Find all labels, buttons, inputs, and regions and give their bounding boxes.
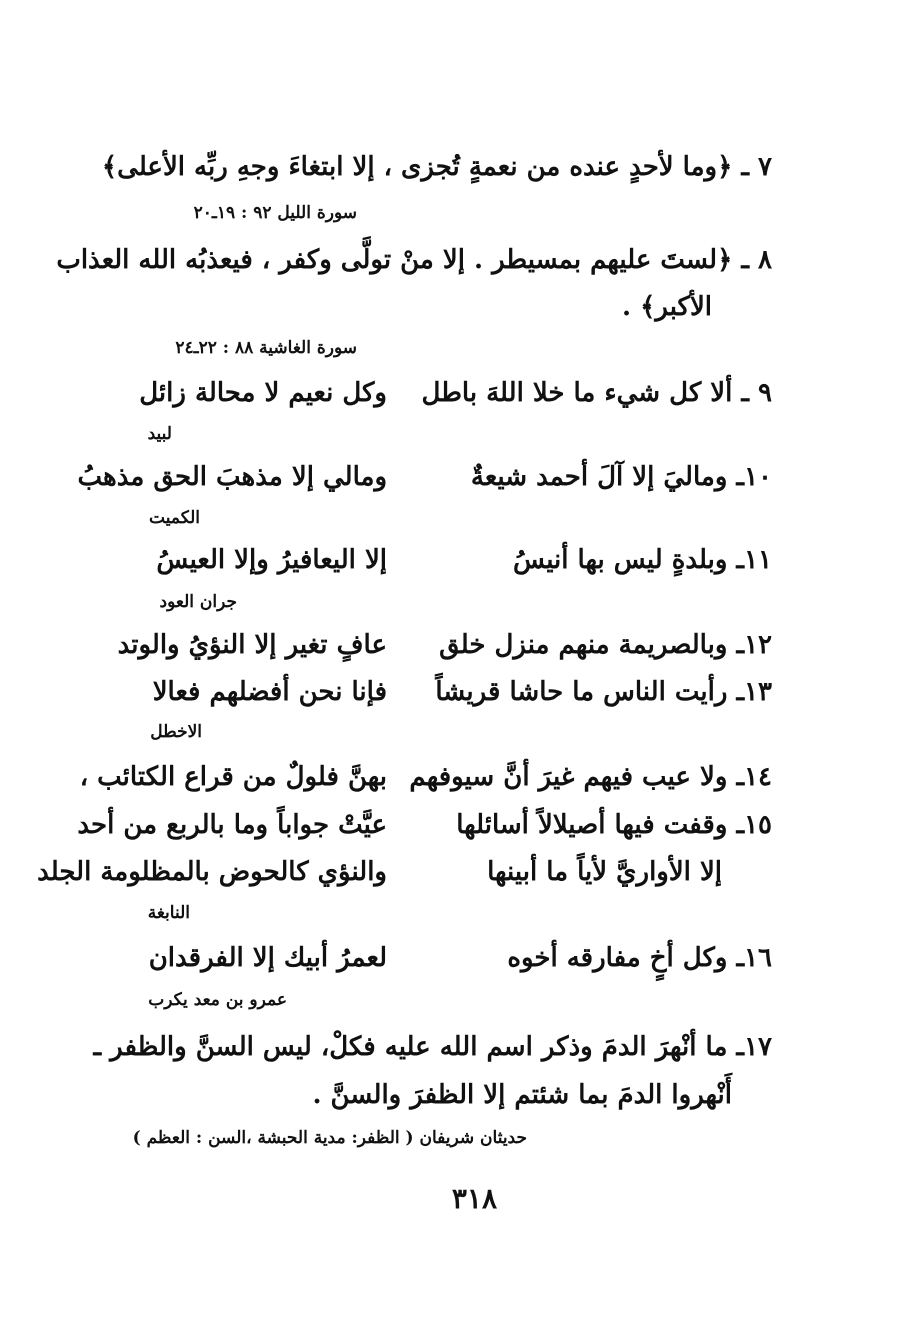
item-11-poet: جران العود	[159, 592, 237, 612]
item-15-verse-4: والنؤي كالحوض بالمظلومة الجلد	[37, 857, 387, 887]
item-10-verse-2: ومالي إلا مذهبَ الحق مذهبُ	[77, 462, 387, 492]
item-10-poet: الكميت	[149, 508, 200, 528]
item-10-verse-1: ١٠ـ وماليَ إلا آلَ أحمد شيعةٌ	[470, 462, 772, 492]
item-7-source: سورة الليل ٩٢ : ١٩ـ٢٠	[193, 203, 357, 223]
item-16-verse-1: ١٦ـ وكل أخٍ مفارقه أخوه	[507, 943, 772, 973]
item-15-verse-3: إلا الأواريَّ لأياً ما أبينها	[487, 857, 722, 887]
item-17-line-1: ١٧ـ ما أنْهرَ الدمَ وذكر اسم الله عليه فكلْ، ليس السنَّ والظفر ـ	[93, 1032, 772, 1062]
item-9-verse-1: ٩ ـ ألا كل شيء ما خلا اللهَ باطل	[421, 378, 772, 408]
item-12-verse-1: ١٢ـ وبالصريمة منهم منزل خلق	[439, 630, 772, 660]
item-9-verse-2: وكل نعيم لا محالة زائل	[139, 378, 387, 408]
item-11-verse-1: ١١ـ وبلدةٍ ليس بها أنيسُ	[513, 545, 772, 575]
item-13-verse-1: ١٣ـ رأيت الناس ما حاشا قريشاً	[435, 677, 772, 707]
item-15-poet: النابغة	[147, 903, 190, 923]
item-8-source: سورة الغاشية ٨٨ : ٢٢ـ٢٤	[175, 338, 357, 358]
item-13-verse-2: فإنا نحن أفضلهم فعالا	[152, 677, 387, 707]
item-14-verse-1: ١٤ـ ولا عيب فيهم غيرَ أنَّ سيوفهم	[409, 762, 772, 792]
item-16-verse-2: لعمرُ أبيك إلا الفرقدان	[148, 943, 387, 973]
item-17-line-2: أَنْهروا الدمَ بما شئتم إلا الظفرَ والسنَّ .	[312, 1080, 732, 1110]
item-16-poet: عمرو بن معد يكرب	[148, 990, 287, 1010]
item-14-verse-2: بهنَّ فلولٌ من قراع الكتائب ،	[79, 762, 387, 792]
item-12-verse-2: عافٍ تغير إلا النؤيُ والوتد	[117, 630, 387, 660]
item-7-text: ٧ ـ ﴿وما لأحدٍ عنده من نعمةٍ تُجزى ، إلا ابتغاءَ وجهِ ربِّه الأعلى﴾	[101, 152, 772, 182]
item-8-line-1: ٨ ـ ﴿لستَ عليهم بمسيطر . إلا منْ تولَّى وكفر ، فيعذبُه الله العذاب	[56, 245, 772, 275]
item-8-line-2: الأكبر﴾ .	[622, 292, 712, 322]
item-15-verse-2: عيَّتْ جواباً وما بالربع من أحد	[77, 810, 387, 840]
page-number: ٣١٨	[451, 1182, 497, 1215]
item-17-note: حديثان شريفان ( الظفر: مدية الحبشة ،السن : العظم )	[132, 1128, 527, 1148]
item-9-poet: لبيد	[147, 424, 172, 444]
item-13-poet: الاخطل	[150, 722, 202, 742]
item-15-verse-1: ١٥ـ وقفت فيها أصيلالاً أسائلها	[456, 810, 772, 840]
item-11-verse-2: إلا اليعافيرُ وإلا العيسُ	[156, 545, 387, 575]
